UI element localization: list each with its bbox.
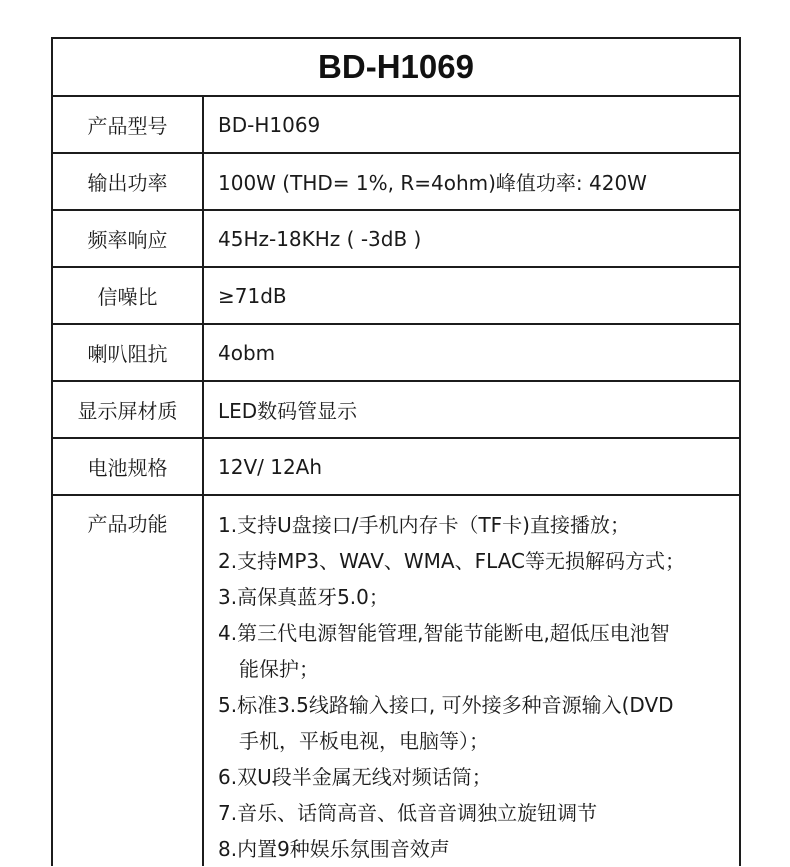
spec-row-features [53, 496, 739, 866]
feature-text: 5.标准3.5线路输入接口, 可外接多种音源输入(DVD [218, 693, 674, 717]
spec-row-output-power [53, 154, 739, 211]
table-title-row [53, 39, 739, 97]
feature-item [218, 543, 727, 579]
spec-row-display [53, 382, 739, 439]
spec-row-battery [53, 439, 739, 496]
spec-label: 喇叭阻抗 [53, 325, 204, 380]
spec-value: ≥71dB [218, 283, 287, 308]
spec-label: 产品功能 [53, 496, 204, 866]
spec-row-impedance [53, 325, 739, 382]
spec-value: 4obm [218, 340, 276, 365]
spec-label: 输出功率 [53, 154, 204, 209]
feature-item [218, 579, 727, 615]
spec-label: 显示屏材质 [53, 382, 204, 437]
spec-label: 信噪比 [53, 268, 204, 323]
feature-text-continued: 手机，平板电视，电脑等）； [239, 729, 489, 753]
feature-text: 3.高保真蓝牙5.0； [218, 585, 389, 609]
spec-value: 12V/ 12Ah [218, 454, 323, 479]
feature-text: 4.第三代电源智能管理,智能节能断电,超低压电池智 [218, 621, 670, 645]
feature-item [218, 831, 727, 867]
feature-text: 2.支持MP3、WAV、WMA、FLAC等无损解码方式； [218, 549, 686, 573]
spec-row-frequency-response [53, 211, 739, 268]
feature-text: 1.支持U盘接口/手机内存卡（TF卡)直接播放； [218, 513, 630, 537]
spec-label: 产品型号 [53, 97, 204, 152]
spec-table [51, 37, 741, 866]
spec-value: BD-H1069 [218, 112, 321, 137]
spec-value: 45Hz-18KHz ( -3dB ) [218, 226, 422, 251]
feature-text-continued: 能保护； [239, 657, 319, 681]
spec-label: 频率响应 [53, 211, 204, 266]
spec-value: 100W (THD= 1%, R=4ohm)峰值功率: 420W [218, 171, 647, 195]
feature-item [218, 687, 727, 759]
spec-label: 电池规格 [53, 439, 204, 494]
table-title: BD-H1069 [318, 48, 474, 85]
feature-item [218, 507, 727, 543]
spec-row-model [53, 97, 739, 154]
feature-text: 8.内置9种娱乐氛围音效声 [218, 837, 450, 861]
spec-value: LED数码管显示 [218, 399, 358, 423]
spec-row-snr [53, 268, 739, 325]
feature-item [218, 759, 727, 795]
feature-item [218, 795, 727, 831]
feature-item [218, 615, 727, 687]
feature-text: 6.双U段半金属无线对频话筒； [218, 765, 492, 789]
feature-text: 7.音乐、话筒高音、低音音调独立旋钮调节 [218, 801, 598, 825]
feature-list [204, 496, 739, 866]
